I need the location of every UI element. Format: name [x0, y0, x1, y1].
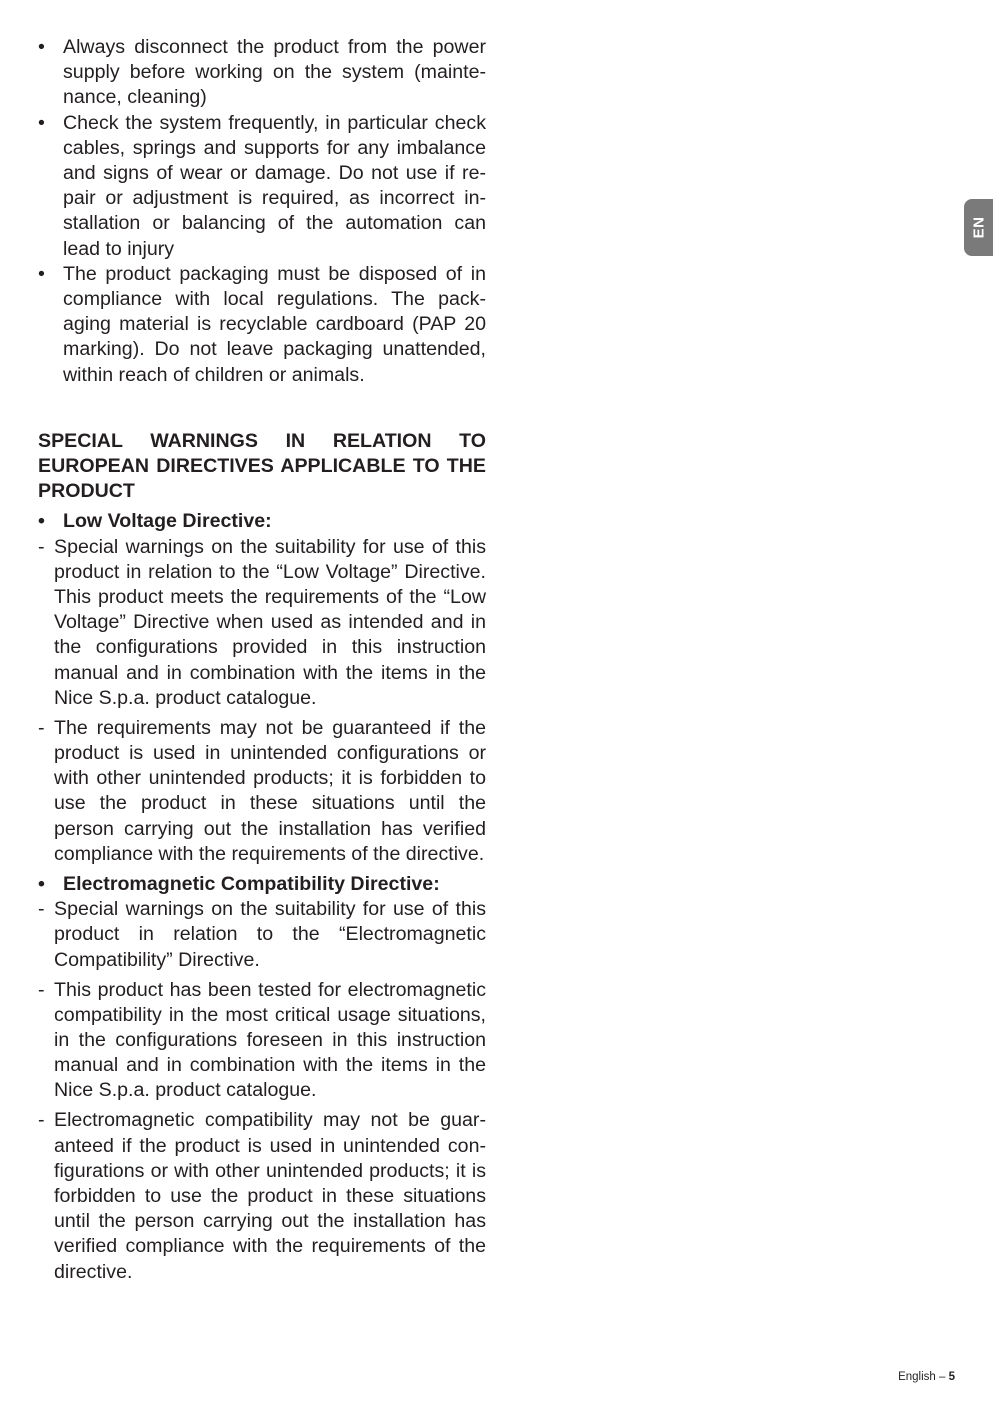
- low-voltage-item: [38, 716, 486, 867]
- directive-title-text: Electromagnetic Compatibility Directive:: [63, 872, 440, 895]
- bullet-item-check-system: [38, 111, 486, 262]
- emc-item: [38, 1108, 486, 1284]
- low-voltage-title: [38, 509, 486, 534]
- dash-text: Special warnings on the suitability for use of this product in relation to the “Low Voltage” Directive. This product meets the requirements of the “Low Voltage” Directive when used as intended and in the configurations provided in this instruction manual and in combination with the items in the Nice S.p.a. product catalogue.: [54, 535, 486, 709]
- bullet-mark: •: [38, 510, 45, 533]
- dash-mark: -: [38, 978, 45, 1001]
- language-tab-label: EN: [970, 216, 987, 239]
- bullet-item-disconnect: [38, 35, 486, 111]
- main-column: [38, 35, 486, 1285]
- emc-item: [38, 978, 486, 1104]
- dash-mark: -: [38, 716, 45, 739]
- emc-title: [38, 872, 486, 897]
- language-tab: [964, 199, 993, 256]
- bullet-text: The product packaging must be disposed of in compliance with local regulations. The packaging material is recyclable cardboard (PAP 20 marking). Do not leave packaging unattended, within reach of children or animals.: [63, 262, 486, 386]
- bullet-mark: •: [38, 262, 45, 285]
- dash-mark: -: [38, 1109, 45, 1132]
- bullet-mark: •: [38, 111, 45, 134]
- bullet-item-packaging: [38, 262, 486, 388]
- low-voltage-item: [38, 535, 486, 711]
- page-footer: [898, 1371, 955, 1383]
- section-heading: SPECIAL WARNINGS IN RELATION TO EUROPEAN DIRECTIVES APPLICABLE TO THE PRODUCT: [38, 429, 486, 503]
- bullet-mark: •: [38, 872, 45, 895]
- directive-title-text: Low Voltage Directive:: [63, 510, 272, 533]
- dash-mark: -: [38, 535, 45, 558]
- footer-language: English –: [898, 1371, 949, 1383]
- bullet-text: Always disconnect the product from the power supply before working on the system (maintenance, cleaning): [63, 36, 486, 109]
- dash-text: The requirements may not be guaranteed if the product is used in unintended configurations or with other unintended products; it is forbidden to use the product in these situations until the person carrying out the installation has verified compliance with the requirements of the directive.: [54, 716, 486, 865]
- dash-mark: -: [38, 898, 45, 921]
- emc-item: [38, 897, 486, 973]
- dash-text: This product has been tested for electromagnetic compatibility in the most critical usage situations, in the configurations foreseen in this instruction manual and in combination with the items in the Nice S.p.a. product catalogue.: [54, 978, 486, 1102]
- bullet-mark: •: [38, 36, 45, 58]
- bullet-text: Check the system frequently, in particular check cables, springs and supports for any imbalance and signs of wear or damage. Do not use if repair or adjustment is required, as incorrect installation or balancing of the automation can lead to injury: [63, 111, 486, 260]
- page-number: 5: [948, 1371, 955, 1383]
- dash-text: Electromagnetic compatibility may not be guaranteed if the product is used in unintended configurations or with other unintended products; it is forbidden to use the product in these situations until the person carrying out the installation has verified compliance with the requirements of the directive.: [54, 1109, 486, 1283]
- dash-text: Special warnings on the suitability for use of this product in relation to the “Electromagnetic Compatibility” Directive.: [54, 898, 486, 971]
